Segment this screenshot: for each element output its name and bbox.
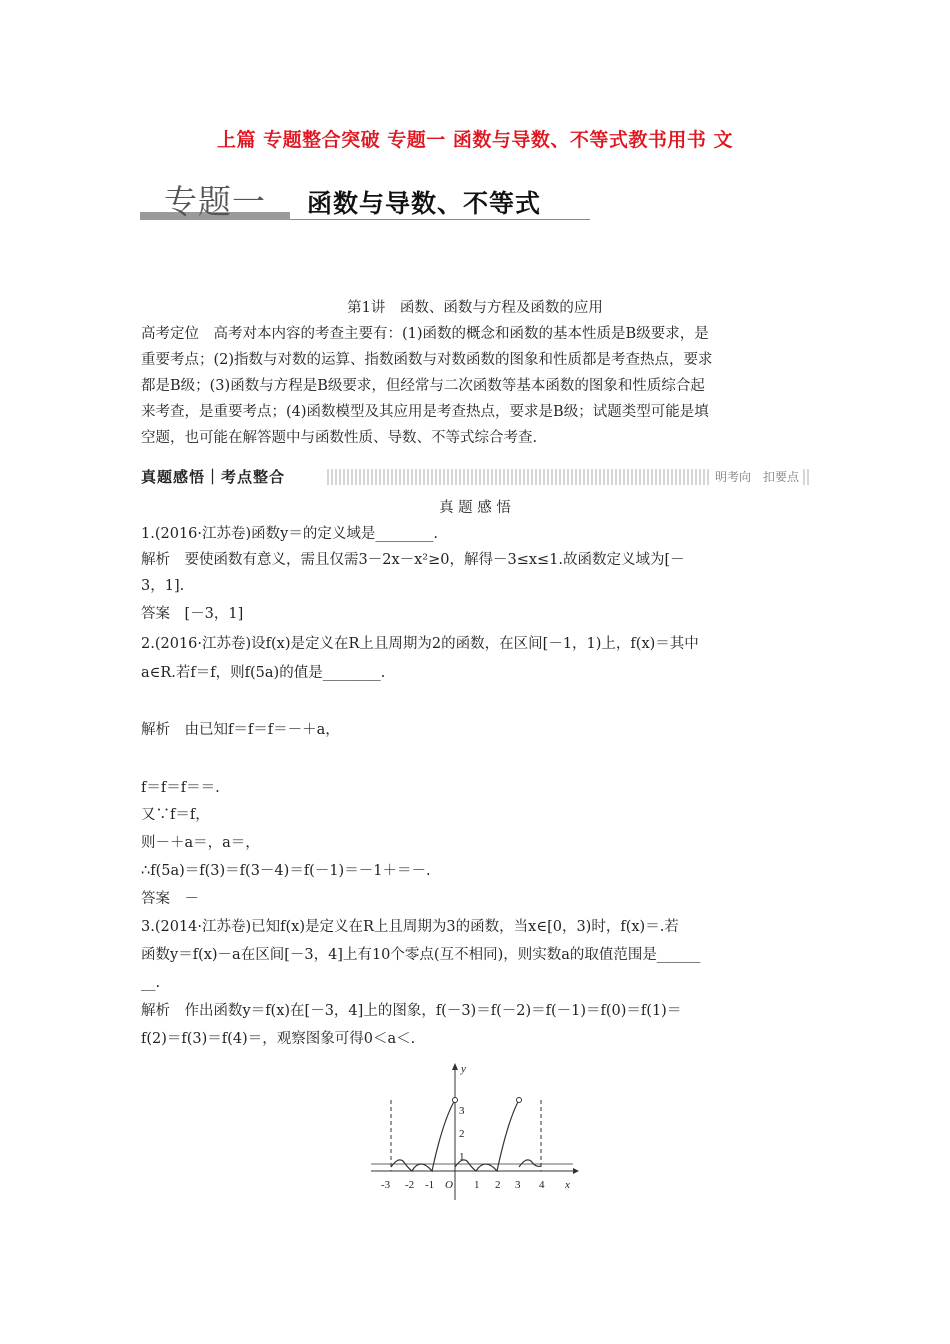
open-point <box>453 1098 458 1103</box>
section-title: 真 题 感 悟 <box>439 500 511 516</box>
solution-line: 解析 作出函数y＝f(x)在[－3，4]上的图象，f(－3)＝f(－2)＝f(－1)＝f(0)＝f(1)＝ <box>141 1003 682 1019</box>
answer-line: 答案 [－3，1] <box>141 606 244 622</box>
problem-line: 解析 要使函数有意义，需且仅需3－2x－x²≥0，解得－3≤x≤1.故函数定义域为[－ <box>141 552 685 568</box>
problem-line: 2.(2016·江苏卷)设f(x)是定义在R上且周期为2的函数，在区间[－1，1)上，f(x)＝其中 <box>141 636 699 652</box>
solution-line: 则－＋a＝，a＝， <box>141 835 260 851</box>
x-axis-arrow <box>573 1168 579 1174</box>
chapter-banner <box>140 176 590 228</box>
problem-line: 3.(2014·江苏卷)已知f(x)是定义在R上且周期为3的函数，当x∈[0，3)时，f(x)＝.若 <box>141 919 679 935</box>
document-title: 上篇 专题整合突破 专题一 函数与导数、不等式教书用书 文 <box>217 129 733 151</box>
problem-line: a∈R.若f＝f，则f(5a)的值是________. <box>141 665 386 681</box>
solution-line: ∴f(5a)＝f(3)＝f(3－4)＝f(－1)＝－1＋＝－. <box>141 863 431 879</box>
curve-right <box>519 1160 541 1167</box>
problem-line: 函数y＝f(x)－a在区间[－3，4]上有10个零点(互不相同)，则实数a的取值范围是______ <box>141 947 701 963</box>
solution-line: 又∵f＝f， <box>141 807 210 823</box>
open-point <box>517 1098 522 1103</box>
origin-label: O <box>445 1179 453 1191</box>
problem-line: 3，1]. <box>141 578 185 594</box>
intro-line: 空题，也可能在解答题中与函数性质、导数、不等式综合考查. <box>141 430 538 446</box>
problem-line: 1.(2016·江苏卷)函数y＝的定义域是________. <box>141 526 438 542</box>
x-tick-label: -3 <box>381 1179 391 1191</box>
lecture-title: 第1讲 函数、函数与方程及函数的应用 <box>347 300 603 316</box>
solution-line: f(2)＝f(3)＝f(4)＝，观察图象可得0＜a＜. <box>141 1031 416 1047</box>
x-tick-label: 1 <box>474 1179 480 1191</box>
intro-line: 都是B级；(3)函数与方程是B级要求，但经常与二次函数等基本函数的图象和性质综合起 <box>141 378 705 394</box>
intro-line: 高考定位 高考对本内容的考查主要有：(1)函数的概念和函数的基本性质是B级要求，是 <box>141 326 709 342</box>
section-bar-label: 真题感悟｜考点整合 <box>141 468 286 486</box>
x-tick-label: 2 <box>495 1179 501 1191</box>
curve-left <box>391 1100 455 1171</box>
x-tick-label: -2 <box>405 1179 415 1191</box>
x-tick-label: -1 <box>425 1179 435 1191</box>
solution-line: 解析 由已知f＝f＝f＝－＋a， <box>141 722 340 738</box>
solution-line: f＝f＝f＝＝. <box>141 780 220 796</box>
section-bar <box>141 466 809 488</box>
y-axis-label: y <box>461 1063 466 1075</box>
problem-line: __. <box>141 975 161 991</box>
intro-line: 重要考点；(2)指数与对数的运算、指数函数与对数函数的图象和性质都是考查热点，要求 <box>141 352 713 368</box>
answer-line: 答案 － <box>141 891 199 907</box>
curve-middle <box>455 1100 519 1171</box>
y-tick-label: 3 <box>459 1105 465 1117</box>
section-bar-right: 明考向 扣要点 <box>711 468 803 485</box>
x-tick-label: 3 <box>515 1179 521 1191</box>
function-graph <box>365 1060 585 1205</box>
intro-line: 来考查，是重要考点；(4)函数模型及其应用是考查热点，要求是B级；试题类型可能是填 <box>141 404 709 420</box>
banner-topic: 专题一 <box>164 182 266 221</box>
y-axis-arrow <box>452 1063 458 1070</box>
y-tick-label: 2 <box>459 1128 465 1140</box>
y-tick-label: 1 <box>459 1151 465 1163</box>
x-axis-label: x <box>565 1179 570 1191</box>
x-tick-label: 4 <box>539 1179 545 1191</box>
banner-name: 函数与导数、不等式 <box>307 189 542 218</box>
